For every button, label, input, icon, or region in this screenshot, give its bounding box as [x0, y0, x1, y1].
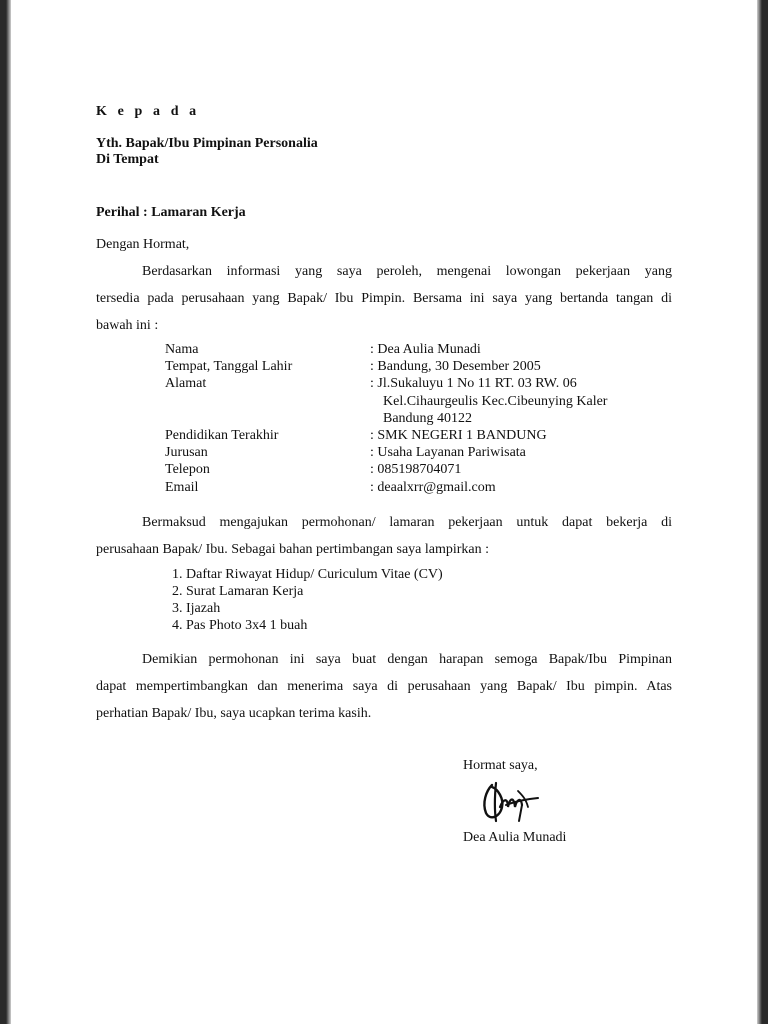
detail-label-jurusan: Jurusan: [165, 445, 208, 460]
detail-value-email: : deaalxrr@gmail.com: [370, 480, 496, 495]
detail-value-alamat-3: Bandung 40122: [383, 411, 473, 426]
detail-value-alamat-2: Kel.Cihaurgeulis Kec.Cibeunying Kaler: [383, 394, 608, 409]
attachment-item: 2. Surat Lamaran Kerja: [172, 584, 304, 599]
page-edge-right: [757, 0, 768, 1024]
detail-label-pendidikan: Pendidikan Terakhir: [165, 428, 279, 443]
signature-name: Dea Aulia Munadi: [463, 830, 567, 845]
subject-line: Perihal : Lamaran Kerja: [96, 205, 246, 220]
handwritten-signature: [478, 777, 540, 825]
closing-line-1: Demikian permohonan ini saya buat dengan harapan semoga Bapak/Ibu Pimpinan: [142, 652, 672, 667]
attachment-item: 3. Ijazah: [172, 601, 221, 616]
detail-label-nama: Nama: [165, 342, 199, 357]
closing-line-2: dapat mempertimbangkan dan menerima saya di perusahaan yang Bapak/ Ibu pimpin. Atas: [96, 679, 672, 694]
salutation-to: K e p a d a: [96, 104, 200, 119]
purpose-line-2: perusahaan Bapak/ Ibu. Sebagai bahan pertimbangan saya lampirkan :: [96, 542, 490, 557]
sign-off: Hormat saya,: [463, 758, 538, 773]
detail-value-nama: : Dea Aulia Munadi: [370, 342, 481, 357]
attachment-item: 1. Daftar Riwayat Hidup/ Curiculum Vitae (CV): [172, 567, 443, 582]
page-edge-left: [0, 0, 11, 1024]
intro-line-2: tersedia pada perusahaan yang Bapak/ Ibu Pimpin. Bersama ini saya yang bertanda tangan di: [96, 291, 672, 306]
greeting: Dengan Hormat,: [96, 237, 190, 252]
detail-value-ttl: : Bandung, 30 Desember 2005: [370, 359, 541, 374]
closing-line-3: perhatian Bapak/ Ibu, saya ucapkan terima kasih.: [96, 706, 372, 721]
detail-value-pendidikan: : SMK NEGERI 1 BANDUNG: [370, 428, 547, 443]
detail-label-email: Email: [165, 480, 199, 495]
detail-value-jurusan: : Usaha Layanan Pariwisata: [370, 445, 526, 460]
detail-label-telepon: Telepon: [165, 462, 210, 477]
detail-value-alamat-1: : Jl.Sukaluyu 1 No 11 RT. 03 RW. 06: [370, 376, 577, 391]
recipient-line-1: Yth. Bapak/Ibu Pimpinan Personalia: [96, 136, 318, 151]
attachment-item: 4. Pas Photo 3x4 1 buah: [172, 618, 308, 633]
intro-line-1: Berdasarkan informasi yang saya peroleh, mengenai lowongan pekerjaan yang: [142, 264, 672, 279]
detail-label-ttl: Tempat, Tanggal Lahir: [165, 359, 293, 374]
intro-line-3: bawah ini :: [96, 318, 159, 333]
recipient-line-2: Di Tempat: [96, 152, 159, 167]
detail-value-telepon: : 085198704071: [370, 462, 462, 477]
purpose-line-1: Bermaksud mengajukan permohonan/ lamaran pekerjaan untuk dapat bekerja di: [142, 515, 672, 530]
detail-label-alamat: Alamat: [165, 376, 207, 391]
